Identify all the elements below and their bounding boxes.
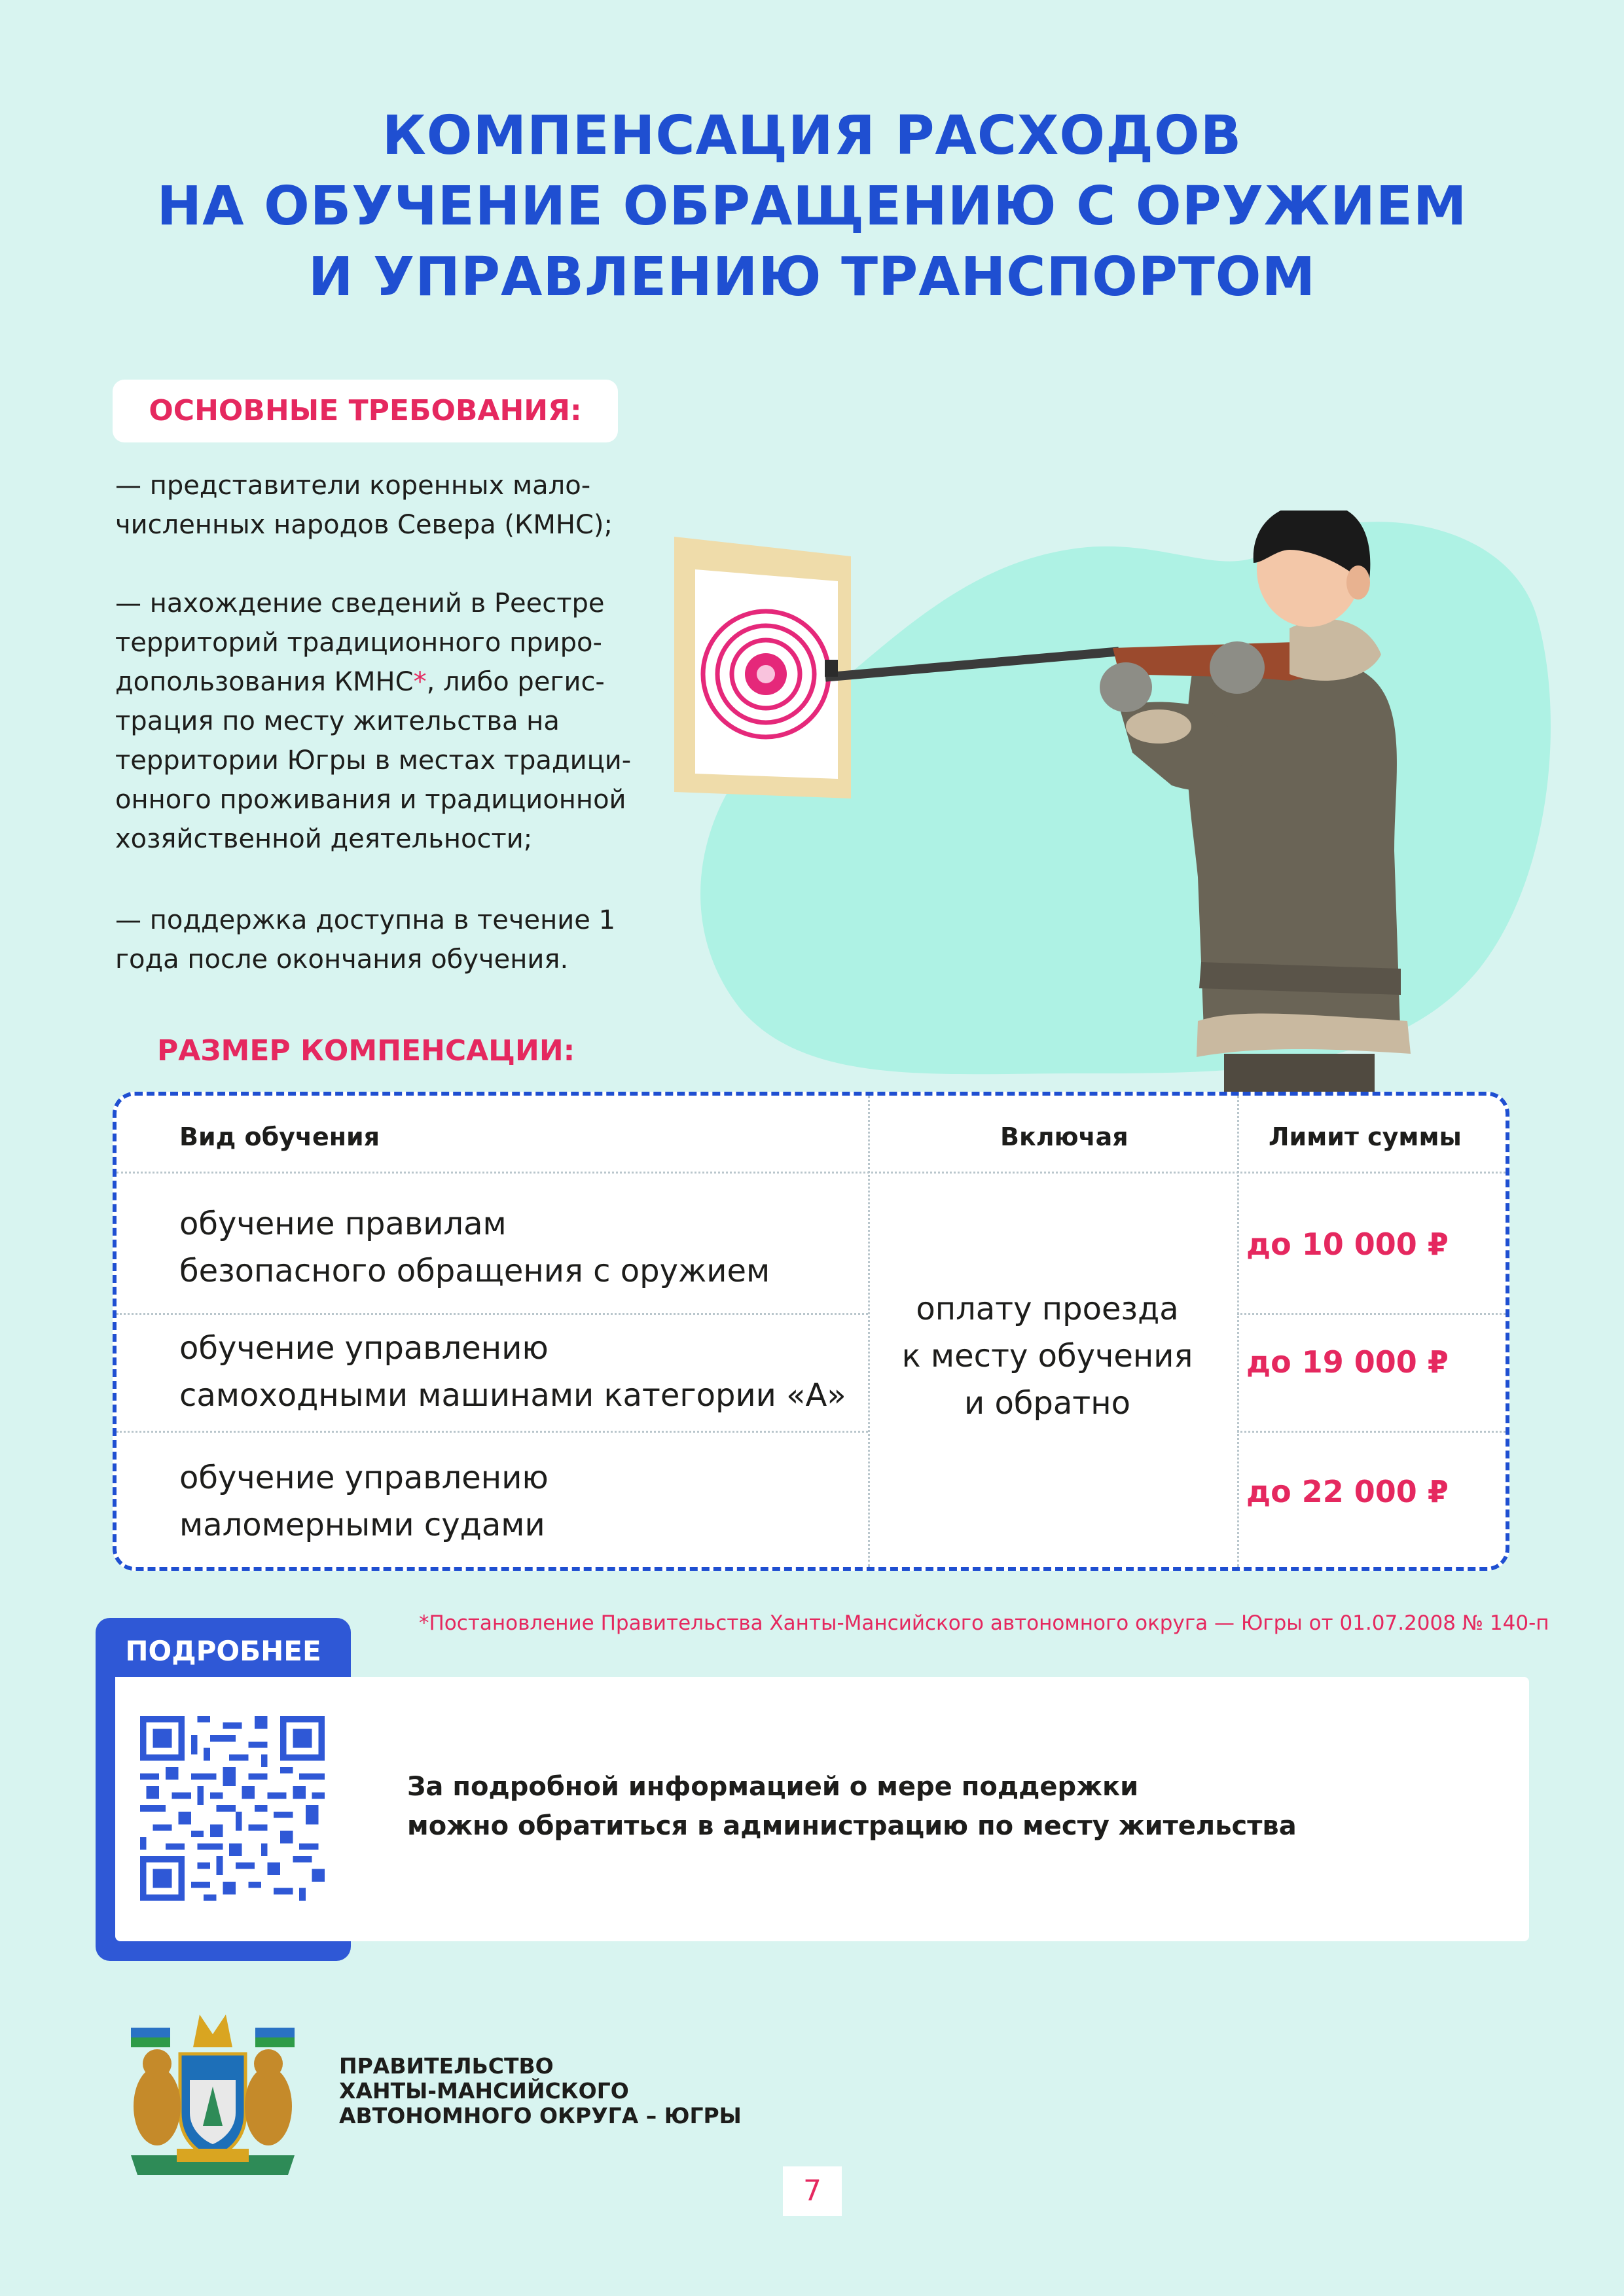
type-line: самоходными машинами категории «А» — [179, 1377, 846, 1414]
requirement-item-3 — [115, 901, 632, 979]
requirement-item-1 — [115, 466, 632, 545]
requirement-line: хозяйственной деятельности; — [115, 824, 533, 854]
type-line: безопасного обращения с оружием — [179, 1253, 770, 1289]
requirement-line: численных народов Севера (КМНС); — [115, 510, 613, 540]
requirement-line: — представители коренных мало- — [115, 471, 591, 501]
table-row-type — [179, 1200, 939, 1295]
requirement-line: территории Югры в местах традици- — [115, 745, 632, 776]
hunter-shooting-illustration — [661, 511, 1578, 1100]
column-header-type: Вид обучения — [179, 1122, 380, 1151]
row-divider — [1237, 1313, 1506, 1315]
organization-line: АВТОНОМНОГО ОКРУГА – ЮГРЫ — [339, 2103, 742, 2128]
requirements-heading: ОСНОВНЫЕ ТРЕБОВАНИЯ: — [149, 394, 582, 427]
row-divider — [117, 1313, 868, 1315]
requirement-line: территорий традиционного приро- — [115, 628, 602, 658]
page-title-line-3: И УПРАВЛЕНИЮ ТРАНСПОРТОМ — [308, 246, 1316, 308]
organization-line: ХАНТЫ-МАНСИЙСКОГО — [339, 2078, 629, 2104]
including-line: оплату проезда — [916, 1291, 1179, 1327]
coat-of-arms-emblem — [111, 2001, 314, 2178]
more-info-line: можно обратиться в администрацию по месту жительства — [407, 1811, 1297, 1841]
requirement-line: онного проживания и традиционной — [115, 785, 626, 815]
including-line: к месту обучения — [901, 1338, 1193, 1374]
page-title-line-2: НА ОБУЧЕНИЕ ОБРАЩЕНИЮ С ОРУЖИЕМ — [156, 175, 1468, 238]
shooting-target — [674, 537, 851, 798]
requirement-line: — нахождение сведений в Реестре — [115, 588, 605, 619]
qr-code[interactable] — [140, 1716, 325, 1901]
type-line: обучение управлению — [179, 1460, 549, 1496]
requirement-line: трация по месту жительства на — [115, 706, 560, 736]
row-divider — [1237, 1431, 1506, 1433]
footnote: *Постановление Правительства Ханты-Мансийского автономного округа — Югры от 01.07.2008 № 140-п — [419, 1611, 1549, 1635]
page-number: 7 — [783, 2166, 842, 2216]
requirement-item-2 — [115, 584, 632, 859]
limit-value: до 19 000 ₽ — [1246, 1344, 1449, 1380]
requirement-line: года после окончания обучения. — [115, 944, 569, 975]
type-line: обучение управлению — [179, 1330, 549, 1367]
compensation-table — [113, 1092, 1509, 1571]
page-title-line-1: КОМПЕНСАЦИЯ РАСХОДОВ — [382, 105, 1242, 167]
table-row-type — [179, 1325, 939, 1419]
type-line: маломерными судами — [179, 1507, 545, 1543]
more-info-label: ПОДРОБНЕЕ — [125, 1635, 321, 1667]
requirement-line: — поддержка доступна в течение 1 — [115, 905, 616, 935]
row-divider — [117, 1431, 868, 1433]
row-divider — [117, 1172, 1506, 1174]
compensation-heading: РАЗМЕР КОМПЕНСАЦИИ: — [157, 1034, 575, 1067]
more-info-text — [407, 1767, 1389, 1846]
footnote-star: * — [413, 667, 427, 697]
more-info-line: За подробной информацией о мере поддержки — [407, 1772, 1139, 1802]
requirement-text: допользования КМНС — [115, 667, 414, 697]
column-header-including: Включая — [1000, 1122, 1128, 1151]
organization-name — [339, 2054, 863, 2128]
requirement-line-with-footnote — [115, 662, 632, 702]
type-line: обучение правилам — [179, 1206, 507, 1242]
including-line: и обратно — [964, 1385, 1130, 1422]
column-divider — [1237, 1096, 1239, 1567]
requirement-text: , либо регис- — [426, 667, 605, 697]
limit-value: до 22 000 ₽ — [1246, 1474, 1449, 1509]
organization-line: ПРАВИТЕЛЬСТВО — [339, 2053, 554, 2079]
column-header-limit: Лимит суммы — [1269, 1122, 1462, 1151]
table-row-type — [179, 1454, 939, 1549]
requirements-heading-pill — [113, 380, 618, 442]
including-cell — [877, 1285, 1218, 1427]
limit-value: до 10 000 ₽ — [1246, 1227, 1449, 1262]
